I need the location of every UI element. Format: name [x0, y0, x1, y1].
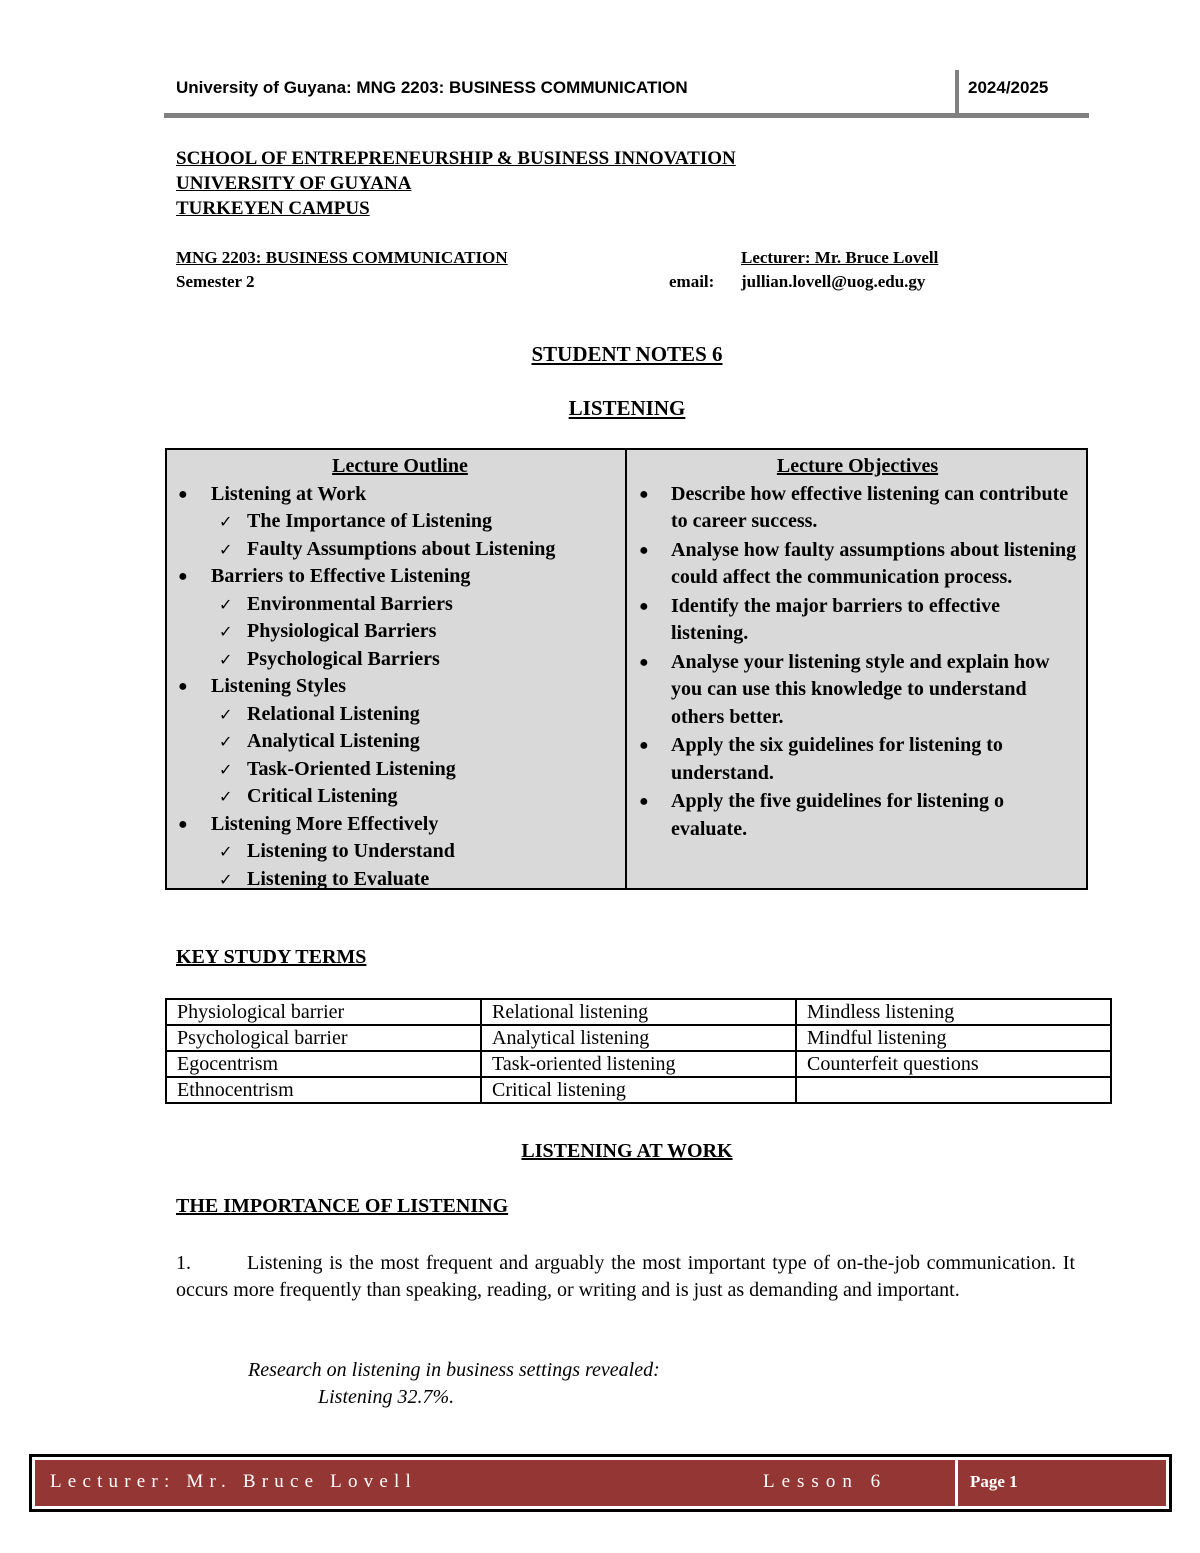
- outline-item: ✓ Listening to Evaluate: [175, 866, 625, 894]
- lecture-outline-column: [175, 453, 625, 893]
- research-quote: [248, 1357, 660, 1411]
- checkmark-icon: ✓: [219, 594, 233, 614]
- email-label: email:: [669, 272, 715, 291]
- header-year: 2024/2025: [968, 78, 1049, 97]
- research-stat: Listening 32.7%.: [318, 1386, 455, 1408]
- outline-item: ✓ Critical Listening: [175, 783, 625, 811]
- course-block: [176, 246, 508, 294]
- bullet-icon: ●: [639, 541, 649, 559]
- table-row: [166, 1051, 1111, 1077]
- bullet-icon: ●: [178, 678, 188, 695]
- outline-heading: Lecture Outline: [332, 455, 468, 477]
- bullet-icon: ●: [178, 815, 188, 833]
- checkmark-icon: ✓: [219, 787, 233, 806]
- lecturer-name: Lecturer: Mr. Bruce Lovell: [741, 248, 939, 267]
- lecturer-block: [741, 246, 938, 294]
- header-title: University of Guyana: MNG 2203: BUSINESS COMMUNICATION: [176, 78, 688, 97]
- subsection-heading: THE IMPORTANCE OF LISTENING: [176, 1195, 509, 1217]
- table-cell: Physiological barrier: [166, 999, 481, 1025]
- footer-divider: [955, 1460, 958, 1506]
- outline-section: ● Listening at Work: [175, 481, 625, 509]
- objective-item: ● Apply the six guidelines for listening to understand.: [639, 734, 1003, 784]
- header-rule: [164, 113, 1089, 118]
- outline-item: ✓ Listening to Understand: [175, 838, 625, 866]
- outline-item: ✓ Environmental Barriers: [175, 591, 625, 619]
- outline-section: ● Listening Styles: [175, 673, 625, 701]
- checkmark-icon: ✓: [219, 869, 233, 889]
- outline-item: ✓ Relational Listening: [175, 701, 625, 729]
- checkmark-icon: ✓: [219, 704, 233, 724]
- objective-item: ● Analyse your listening style and explain how you can use this knowledge to understand others better.: [639, 650, 1050, 728]
- checkmark-icon: ✓: [219, 732, 233, 751]
- bullet-icon: ●: [639, 485, 649, 503]
- bullet-icon: ●: [639, 793, 649, 810]
- table-row: [166, 999, 1111, 1025]
- objective-item: ● Describe how effective listening can contribute to career success.: [639, 482, 1069, 532]
- table-row: [166, 1025, 1111, 1051]
- objectives-heading: Lecture Objectives: [776, 455, 939, 477]
- bullet-icon: ●: [178, 568, 188, 585]
- footer-page-number: Page 1: [970, 1472, 1018, 1491]
- objective-item: ● Apply the five guidelines for listening o evaluate.: [639, 790, 1004, 840]
- objective-item: ● Identify the major barriers to effective listening.: [639, 594, 1000, 644]
- table-cell: Analytical listening: [481, 1025, 796, 1051]
- outline-item: ✓ Psychological Barriers: [175, 646, 625, 674]
- semester: Semester 2: [176, 272, 255, 291]
- checkmark-icon: ✓: [219, 759, 233, 779]
- checkmark-icon: ✓: [219, 512, 233, 531]
- table-row: [166, 1077, 1111, 1103]
- checkmark-icon: ✓: [219, 649, 233, 669]
- table-cell: Psychological barrier: [166, 1025, 481, 1051]
- research-line: Research on listening in business settings revealed:: [248, 1359, 660, 1381]
- course-code: MNG 2203: BUSINESS COMMUNICATION: [176, 248, 508, 267]
- bullet-icon: ●: [178, 485, 188, 503]
- table-cell: Counterfeit questions: [796, 1051, 1111, 1077]
- objective-item: ● Analyse how faulty assumptions about listening could affect the communication process.: [639, 538, 1077, 588]
- footer-lesson: Lesson 6: [763, 1471, 888, 1492]
- bullet-icon: ●: [639, 737, 649, 754]
- table-cell: Critical listening: [481, 1077, 796, 1103]
- outline-section: ● Listening More Effectively: [175, 811, 625, 839]
- header-divider: [955, 70, 959, 114]
- table-cell: Ethnocentrism: [166, 1077, 481, 1103]
- section-heading: LISTENING AT WORK: [521, 1140, 733, 1162]
- table-cell: Relational listening: [481, 999, 796, 1025]
- table-cell: Mindless listening: [796, 999, 1111, 1025]
- notes-title: STUDENT NOTES 6: [531, 342, 723, 366]
- paragraph-number: 1.: [176, 1252, 191, 1274]
- table-cell: Mindful listening: [796, 1025, 1111, 1051]
- checkmark-icon: ✓: [219, 842, 233, 861]
- paragraph-text: Listening is the most frequent and arguably the most important type of on-the-job communication. It occurs more frequently than speaking, reading, or writing and is just as demanding and important.: [176, 1252, 1075, 1301]
- outline-item: ✓ Analytical Listening: [175, 728, 625, 756]
- lecture-objectives-column: [635, 453, 1080, 844]
- bullet-icon: ●: [639, 597, 649, 615]
- outline-item: ✓ The Importance of Listening: [175, 508, 625, 536]
- campus-name: TURKEYEN CAMPUS: [176, 198, 370, 219]
- topic-title: LISTENING: [568, 396, 686, 420]
- school-block: [176, 146, 736, 221]
- university-name: UNIVERSITY OF GUYANA: [176, 173, 412, 194]
- email-address: jullian.lovell@uog.edu.gy: [741, 272, 926, 291]
- table-cell: [796, 1077, 1111, 1103]
- outline-item: ✓ Faulty Assumptions about Listening: [175, 536, 625, 564]
- outline-item: ✓ Physiological Barriers: [175, 618, 625, 646]
- school-name: SCHOOL OF ENTREPRENEURSHIP & BUSINESS INNOVATION: [176, 148, 736, 169]
- table-column-divider: [625, 448, 627, 890]
- bullet-icon: ●: [639, 653, 649, 671]
- footer-lecturer: Lecturer: Mr. Bruce Lovell: [50, 1471, 417, 1492]
- table-cell: Task-oriented listening: [481, 1051, 796, 1077]
- outline-item: ✓ Task-Oriented Listening: [175, 756, 625, 784]
- body-paragraph: [176, 1250, 1075, 1304]
- table-cell: Egocentrism: [166, 1051, 481, 1077]
- checkmark-icon: ✓: [219, 539, 233, 559]
- outline-section: ● Barriers to Effective Listening: [175, 563, 625, 591]
- key-terms-heading: KEY STUDY TERMS: [176, 946, 367, 968]
- checkmark-icon: ✓: [219, 622, 233, 641]
- key-terms-table: [165, 998, 1112, 1104]
